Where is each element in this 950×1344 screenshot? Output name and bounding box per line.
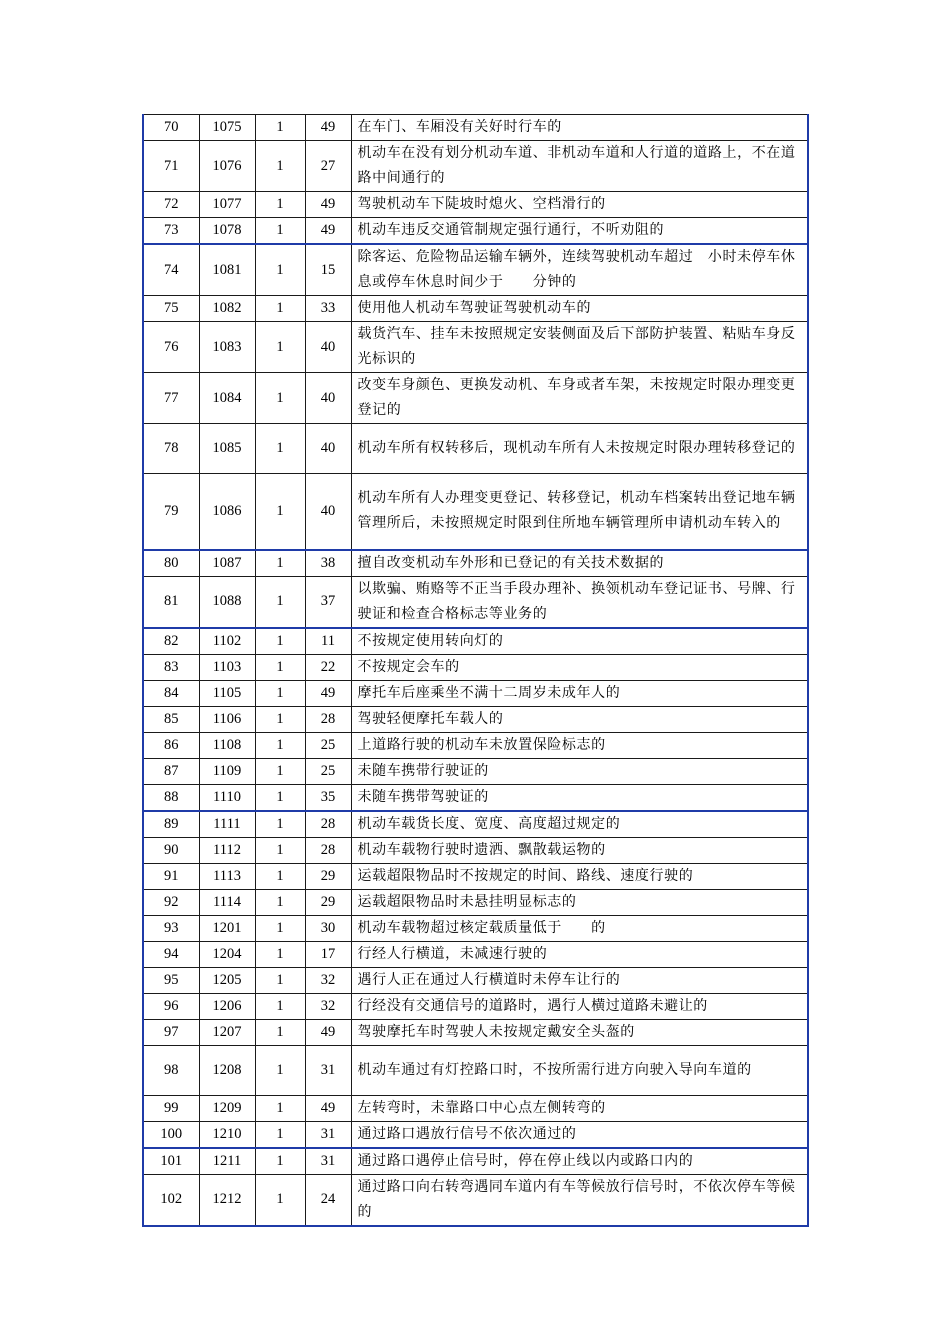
description-cell: 驾驶轻便摩托车载人的 [351, 706, 808, 732]
seq-cell: 75 [143, 296, 199, 322]
seq-cell: 80 [143, 550, 199, 577]
score-cell: 1 [255, 837, 305, 863]
score-cell: 1 [255, 1095, 305, 1121]
code-cell: 1211 [199, 1148, 255, 1175]
score-cell: 1 [255, 1019, 305, 1045]
table-row [143, 1045, 808, 1095]
description-cell: 机动车所有权转移后，现机动车所有人未按规定时限办理转移登记的 [351, 424, 808, 474]
code-cell: 1204 [199, 941, 255, 967]
description-cell: 左转弯时，未靠路口中心点左侧转弯的 [351, 1095, 808, 1121]
ref-cell: 22 [305, 654, 351, 680]
seq-cell: 77 [143, 373, 199, 424]
score-cell: 1 [255, 244, 305, 296]
ref-cell: 25 [305, 758, 351, 784]
code-cell: 1201 [199, 915, 255, 941]
table-row [143, 654, 808, 680]
code-cell: 1108 [199, 732, 255, 758]
table-row [143, 837, 808, 863]
code-cell: 1085 [199, 424, 255, 474]
table-row [143, 915, 808, 941]
score-cell: 1 [255, 811, 305, 838]
ref-cell: 28 [305, 811, 351, 838]
table-row [143, 296, 808, 322]
violation-table-body [143, 115, 808, 1226]
ref-cell: 32 [305, 993, 351, 1019]
score-cell: 1 [255, 373, 305, 424]
description-cell: 擅自改变机动车外形和已登记的有关技术数据的 [351, 550, 808, 577]
score-cell: 1 [255, 967, 305, 993]
ref-cell: 49 [305, 1019, 351, 1045]
description-cell: 除客运、危险物品运输车辆外，连续驾驶机动车超过 小时未停车休息或停车休息时间少于 分钟的 [351, 244, 808, 296]
table-row [143, 141, 808, 192]
ref-cell: 29 [305, 889, 351, 915]
score-cell: 1 [255, 889, 305, 915]
score-cell: 1 [255, 863, 305, 889]
score-cell: 1 [255, 474, 305, 550]
ref-cell: 17 [305, 941, 351, 967]
seq-cell: 83 [143, 654, 199, 680]
description-cell: 驾驶机动车下陡坡时熄火、空档滑行的 [351, 192, 808, 218]
score-cell: 1 [255, 192, 305, 218]
table-row [143, 863, 808, 889]
description-cell: 驾驶摩托车时驾驶人未按规定戴安全头盔的 [351, 1019, 808, 1045]
description-cell: 通过路口遇停止信号时，停在停止线以内或路口内的 [351, 1148, 808, 1175]
seq-cell: 102 [143, 1174, 199, 1226]
score-cell: 1 [255, 784, 305, 811]
seq-cell: 92 [143, 889, 199, 915]
ref-cell: 31 [305, 1148, 351, 1175]
description-cell: 机动车违反交通管制规定强行通行，不听劝阻的 [351, 218, 808, 245]
seq-cell: 87 [143, 758, 199, 784]
seq-cell: 97 [143, 1019, 199, 1045]
code-cell: 1114 [199, 889, 255, 915]
code-cell: 1212 [199, 1174, 255, 1226]
table-row [143, 1019, 808, 1045]
ref-cell: 28 [305, 837, 351, 863]
score-cell: 1 [255, 680, 305, 706]
ref-cell: 40 [305, 424, 351, 474]
code-cell: 1075 [199, 115, 255, 141]
description-cell: 在车门、车厢没有关好时行车的 [351, 115, 808, 141]
description-cell: 未随车携带驾驶证的 [351, 784, 808, 811]
seq-cell: 90 [143, 837, 199, 863]
description-cell: 行经没有交通信号的道路时，遇行人横过道路未避让的 [351, 993, 808, 1019]
description-cell: 不按规定会车的 [351, 654, 808, 680]
ref-cell: 32 [305, 967, 351, 993]
code-cell: 1084 [199, 373, 255, 424]
ref-cell: 29 [305, 863, 351, 889]
table-row [143, 1121, 808, 1148]
table-row [143, 706, 808, 732]
table-row [143, 576, 808, 628]
description-cell: 不按规定使用转向灯的 [351, 628, 808, 655]
seq-cell: 73 [143, 218, 199, 245]
code-cell: 1112 [199, 837, 255, 863]
description-cell: 改变车身颜色、更换发动机、车身或者车架，未按规定时限办理变更登记的 [351, 373, 808, 424]
seq-cell: 84 [143, 680, 199, 706]
seq-cell: 82 [143, 628, 199, 655]
description-cell: 机动车所有人办理变更登记、转移登记，机动车档案转出登记地车辆管理所后，未按照规定时限到住所地车辆管理所申请机动车转入的 [351, 474, 808, 550]
ref-cell: 28 [305, 706, 351, 732]
table-row [143, 811, 808, 838]
ref-cell: 31 [305, 1121, 351, 1148]
table-row [143, 993, 808, 1019]
score-cell: 1 [255, 628, 305, 655]
seq-cell: 74 [143, 244, 199, 296]
table-row [143, 680, 808, 706]
description-cell: 运载超限物品时不按规定的时间、路线、速度行驶的 [351, 863, 808, 889]
score-cell: 1 [255, 296, 305, 322]
seq-cell: 76 [143, 322, 199, 373]
description-cell: 机动车载物超过核定载质量低于 的 [351, 915, 808, 941]
ref-cell: 40 [305, 322, 351, 373]
table-row [143, 941, 808, 967]
violation-table [142, 114, 809, 1227]
ref-cell: 49 [305, 1095, 351, 1121]
description-cell: 遇行人正在通过人行横道时未停车让行的 [351, 967, 808, 993]
description-cell: 机动车通过有灯控路口时，不按所需行进方向驶入导向车道的 [351, 1045, 808, 1095]
code-cell: 1110 [199, 784, 255, 811]
table-row [143, 732, 808, 758]
ref-cell: 49 [305, 680, 351, 706]
score-cell: 1 [255, 915, 305, 941]
description-cell: 未随车携带行驶证的 [351, 758, 808, 784]
table-row [143, 1148, 808, 1175]
table-row [143, 244, 808, 296]
description-cell: 机动车载物行驶时遗洒、飘散载运物的 [351, 837, 808, 863]
code-cell: 1081 [199, 244, 255, 296]
description-cell: 上道路行驶的机动车未放置保险标志的 [351, 732, 808, 758]
ref-cell: 27 [305, 141, 351, 192]
table-row [143, 1174, 808, 1226]
score-cell: 1 [255, 732, 305, 758]
code-cell: 1109 [199, 758, 255, 784]
code-cell: 1086 [199, 474, 255, 550]
code-cell: 1111 [199, 811, 255, 838]
seq-cell: 81 [143, 576, 199, 628]
table-row [143, 424, 808, 474]
code-cell: 1083 [199, 322, 255, 373]
description-cell: 摩托车后座乘坐不满十二周岁未成年人的 [351, 680, 808, 706]
seq-cell: 101 [143, 1148, 199, 1175]
seq-cell: 86 [143, 732, 199, 758]
description-cell: 运载超限物品时未悬挂明显标志的 [351, 889, 808, 915]
seq-cell: 71 [143, 141, 199, 192]
ref-cell: 11 [305, 628, 351, 655]
description-cell: 以欺骗、贿赂等不正当手段办理补、换领机动车登记证书、号牌、行驶证和检查合格标志等业务的 [351, 576, 808, 628]
code-cell: 1105 [199, 680, 255, 706]
table-row [143, 373, 808, 424]
ref-cell: 33 [305, 296, 351, 322]
score-cell: 1 [255, 654, 305, 680]
seq-cell: 96 [143, 993, 199, 1019]
table-row [143, 967, 808, 993]
score-cell: 1 [255, 941, 305, 967]
code-cell: 1102 [199, 628, 255, 655]
ref-cell: 49 [305, 192, 351, 218]
seq-cell: 85 [143, 706, 199, 732]
table-row [143, 628, 808, 655]
ref-cell: 24 [305, 1174, 351, 1226]
ref-cell: 31 [305, 1045, 351, 1095]
table-row [143, 889, 808, 915]
ref-cell: 25 [305, 732, 351, 758]
score-cell: 1 [255, 1045, 305, 1095]
code-cell: 1076 [199, 141, 255, 192]
description-cell: 载货汽车、挂车未按照规定安装侧面及后下部防护装置、粘贴车身反光标识的 [351, 322, 808, 373]
ref-cell: 40 [305, 373, 351, 424]
table-row [143, 115, 808, 141]
table-row [143, 550, 808, 577]
score-cell: 1 [255, 706, 305, 732]
ref-cell: 37 [305, 576, 351, 628]
seq-cell: 88 [143, 784, 199, 811]
score-cell: 1 [255, 758, 305, 784]
seq-cell: 79 [143, 474, 199, 550]
seq-cell: 94 [143, 941, 199, 967]
score-cell: 1 [255, 322, 305, 373]
score-cell: 1 [255, 141, 305, 192]
description-cell: 使用他人机动车驾驶证驾驶机动车的 [351, 296, 808, 322]
table-row [143, 758, 808, 784]
score-cell: 1 [255, 576, 305, 628]
seq-cell: 99 [143, 1095, 199, 1121]
score-cell: 1 [255, 1121, 305, 1148]
seq-cell: 100 [143, 1121, 199, 1148]
code-cell: 1106 [199, 706, 255, 732]
code-cell: 1209 [199, 1095, 255, 1121]
description-cell: 机动车载货长度、宽度、高度超过规定的 [351, 811, 808, 838]
code-cell: 1206 [199, 993, 255, 1019]
code-cell: 1082 [199, 296, 255, 322]
table-row [143, 474, 808, 550]
ref-cell: 35 [305, 784, 351, 811]
ref-cell: 40 [305, 474, 351, 550]
code-cell: 1077 [199, 192, 255, 218]
seq-cell: 91 [143, 863, 199, 889]
code-cell: 1210 [199, 1121, 255, 1148]
description-cell: 通过路口遇放行信号不依次通过的 [351, 1121, 808, 1148]
code-cell: 1088 [199, 576, 255, 628]
seq-cell: 93 [143, 915, 199, 941]
code-cell: 1208 [199, 1045, 255, 1095]
score-cell: 1 [255, 1148, 305, 1175]
table-row [143, 1095, 808, 1121]
score-cell: 1 [255, 550, 305, 577]
description-cell: 行经人行横道，未减速行驶的 [351, 941, 808, 967]
description-cell: 通过路口向右转弯遇同车道内有车等候放行信号时，不依次停车等候的 [351, 1174, 808, 1226]
score-cell: 1 [255, 115, 305, 141]
description-cell: 机动车在没有划分机动车道、非机动车道和人行道的道路上，不在道路中间通行的 [351, 141, 808, 192]
seq-cell: 78 [143, 424, 199, 474]
score-cell: 1 [255, 218, 305, 245]
code-cell: 1078 [199, 218, 255, 245]
table-row [143, 784, 808, 811]
code-cell: 1087 [199, 550, 255, 577]
ref-cell: 49 [305, 115, 351, 141]
code-cell: 1205 [199, 967, 255, 993]
score-cell: 1 [255, 1174, 305, 1226]
ref-cell: 15 [305, 244, 351, 296]
table-row [143, 218, 808, 245]
seq-cell: 95 [143, 967, 199, 993]
ref-cell: 30 [305, 915, 351, 941]
score-cell: 1 [255, 424, 305, 474]
seq-cell: 70 [143, 115, 199, 141]
score-cell: 1 [255, 993, 305, 1019]
table-row [143, 322, 808, 373]
code-cell: 1207 [199, 1019, 255, 1045]
ref-cell: 49 [305, 218, 351, 245]
seq-cell: 89 [143, 811, 199, 838]
seq-cell: 72 [143, 192, 199, 218]
ref-cell: 38 [305, 550, 351, 577]
code-cell: 1113 [199, 863, 255, 889]
table-row [143, 192, 808, 218]
code-cell: 1103 [199, 654, 255, 680]
seq-cell: 98 [143, 1045, 199, 1095]
